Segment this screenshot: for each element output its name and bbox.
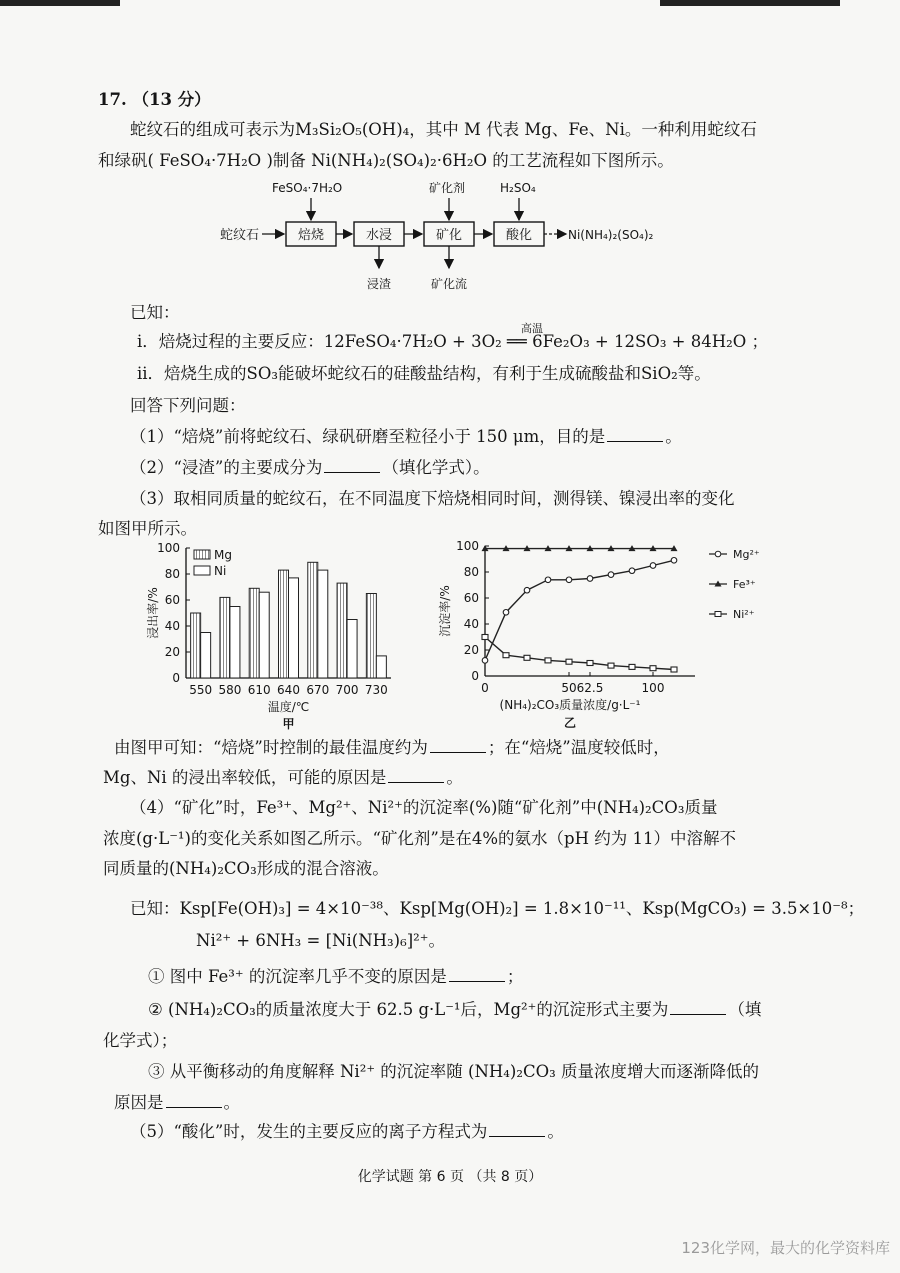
flow-step-mineralize-label: 矿化 [435,228,463,243]
bar-mg [279,570,289,678]
point-square [482,635,488,640]
point-square [545,658,551,663]
flow-start: 蛇纹石 [220,228,260,243]
point-square [608,663,614,668]
legend-label-mg: Mg [214,548,232,562]
intro-line-2: 和绿矾( FeSO₄·7H₂O )制备 Ni(NH₄)₂(SO₄)₂·6H₂O 的工艺流程如下图所示。 [98,151,674,170]
flow-output-mineral-stream: 矿化流 [430,277,468,291]
q2-blank[interactable] [324,458,380,473]
point-circle [503,610,509,616]
legend-marker-square [715,612,721,617]
flow-step-roast-label: 焙烧 [297,228,325,243]
point-circle [524,587,530,593]
q3-line-a: （3）取相同质量的蛇纹石，在不同温度下焙烧相同时间，测得镁、镍浸出率的变化 [130,489,735,508]
bar-ni [230,607,240,679]
q3-line-b: 如图甲所示。 [98,519,197,538]
legend-swatch-ni [194,566,210,575]
q2: （2）“浸渣”的主要成分为 （填化学式）。 [130,458,490,477]
point-circle [608,572,614,578]
x-tick-label: 640 [277,683,300,697]
bar-ni [289,578,299,678]
q4-sub1: ① 图中 Fe³⁺ 的沉淀率几乎不变的原因是 ； [148,967,524,986]
known-i: i．焙烧过程的主要反应：12FeSO₄·7H₂O + 3O₂ ══ 6Fe₂O₃ + 12SO₃ + 84H₂O ； 高温 [137,331,768,353]
chart-caption: 乙 [563,716,577,730]
point-square [503,653,509,658]
scan-edge-right [660,0,840,6]
q4-known: 已知：Ksp[Fe(OH)₃] = 4×10⁻³⁸、Ksp[Mg(OH)₂] = 1.8×10⁻¹¹、Ksp(MgCO₃) = 3.5×10⁻⁸； [130,899,865,918]
q4-sub2: ② (NH₄)₂CO₃的质量浓度大于 62.5 g·L⁻¹后，Mg²⁺的沉淀形式主要为 （填 [148,1000,762,1019]
bar-ni [318,570,328,678]
q4-line-a: （4）“矿化”时，Fe³⁺、Mg²⁺、Ni²⁺的沉淀率(%)随“矿化剂”中(NH₄)₂CO₃质量 [130,798,718,817]
bar-mg [337,583,347,678]
q4-line-c: 同质量的(NH₄)₂CO₃形成的混合溶液。 [103,859,389,878]
legend-swatch-mg [194,550,210,559]
y-axis-label: 沉淀率/% [438,585,452,637]
chart-leach-rate-bar [148,536,410,732]
intro-line-1: 蛇纹石的组成可表示为M₃Si₂O₅(OH)₄，其中 M 代表 Mg、Fe、Ni。一种利用蛇纹石 [130,120,757,139]
point-square [671,667,677,672]
point-circle [545,577,551,583]
q3-line-c: 由图甲可知：“焙烧”时控制的最佳温度约为 ；在“焙烧”温度较低时， [114,738,670,757]
y-tick-label: 20 [463,643,479,657]
y-tick-label: 80 [463,565,479,579]
y-tick-label: 100 [456,539,479,553]
flow-input-greenvitriol: FeSO₄·7H₂O [272,181,343,195]
known-i-condition: 高温 [521,322,543,335]
series-line-square [485,637,674,670]
bar-ni [347,620,357,679]
point-circle [482,658,488,664]
q3-line-d: Mg、Ni 的浸出率较低，可能的原因是 。 [103,768,463,787]
bar-ni [259,592,269,678]
legend-label: Ni²⁺ [733,608,755,621]
x-tick-label: 730 [364,683,388,697]
q3-blank-1[interactable] [430,738,486,753]
x-tick-label: 0 [481,681,489,695]
answer-prompt: 回答下列问题： [130,396,246,415]
y-tick-label: 0 [471,669,479,683]
x-tick-label: 100 [641,681,665,695]
point-square [524,655,530,660]
bar-mg [308,562,318,678]
question-number: 17. （13 分） [98,90,211,109]
known-ii: ii．焙烧生成的SO₃能破坏蛇纹石的硅酸盐结构，有利于生成硫酸盐和SiO₂等。 [137,364,711,383]
flow-input-h2so4: H₂SO₄ [500,181,536,195]
process-flow-diagram [200,172,720,300]
legend-label-ni: Ni [214,564,227,578]
x-tick-label: 50 [561,681,577,695]
point-square [587,661,593,666]
watermark: 123化学网，最大的化学资料库 [681,1239,890,1257]
legend-label: Mg²⁺ [733,548,760,561]
point-circle [671,558,677,564]
x-tick-label: 62.5 [576,681,604,695]
x-tick-label: 580 [218,683,242,697]
q4-sub3: ③ 从平衡移动的角度解释 Ni²⁺ 的沉淀率随 (NH₄)₂CO₃ 质量浓度增大而逐渐降低的 [148,1062,759,1081]
q4-2-blank[interactable] [670,1000,726,1015]
y-tick-label: 60 [164,593,180,607]
point-square [629,664,635,669]
flow-step-acidify-label: 酸化 [505,228,533,243]
point-circle [566,577,572,583]
x-tick-label: 610 [247,683,271,697]
q4-equation: Ni²⁺ + 6NH₃ = [Ni(NH₃)₆]²⁺。 [196,931,445,950]
chart-caption: 甲 [282,717,295,731]
legend-marker-circle [715,551,721,557]
series-line-circle [485,560,674,660]
legend-label: Fe³⁺ [733,578,756,591]
point-square [650,666,656,671]
q4-sub3-cont: 原因是 。 [114,1093,240,1112]
q5: （5）“酸化”时，发生的主要反应的离子方程式为 。 [130,1122,564,1141]
flow-input-mineralizer: 矿化剂 [429,181,466,195]
q3-blank-2[interactable] [388,768,444,783]
bar-mg [220,597,230,678]
scan-edge-left [0,0,120,6]
y-axis-label: 浸出率/% [146,587,160,639]
y-tick-label: 40 [463,617,479,631]
y-tick-label: 100 [157,541,180,555]
q1: （1）“焙烧”前将蛇纹石、绿矾研磨至粒径小于 150 μm，目的是 。 [130,427,682,446]
known-label: 已知： [130,303,180,322]
x-tick-label: 550 [189,683,213,697]
y-tick-label: 40 [164,619,180,633]
bar-ni [376,656,386,678]
y-tick-label: 60 [463,591,479,605]
bar-mg [249,588,259,678]
point-circle [650,563,656,569]
x-axis-label: (NH₄)₂CO₃质量浓度/g·L⁻¹ [499,698,641,712]
point-square [566,659,572,664]
point-circle [629,568,635,574]
x-tick-label: 670 [306,683,330,697]
bar-ni [201,633,211,679]
flow-product: Ni(NH₄)₂(SO₄)₂ [568,228,654,242]
page-footer: 化学试题 第 6 页 （共 8 页） [357,1169,543,1185]
point-circle [587,576,593,582]
y-tick-label: 20 [164,645,180,659]
q4-1-blank[interactable] [449,967,505,982]
flow-step-leach-label: 水浸 [365,228,393,243]
bar-mg [366,594,376,679]
q4-sub2-cont: 化学式）； [103,1031,178,1050]
q5-blank[interactable] [489,1122,545,1137]
chart-precipitation-line [435,536,800,746]
q4-3-blank[interactable] [166,1093,222,1108]
q1-blank[interactable] [607,427,663,442]
y-tick-label: 80 [164,567,180,581]
y-tick-label: 0 [172,671,180,685]
flow-output-residue: 浸渣 [366,277,392,291]
x-axis-label: 温度/℃ [267,700,310,714]
bar-mg [191,613,201,678]
x-tick-label: 700 [335,683,359,697]
q4-line-b: 浓度(g·L⁻¹)的变化关系如图乙所示。“矿化剂”是在4%的氨水（pH 约为 11）中溶解不 [103,829,736,848]
